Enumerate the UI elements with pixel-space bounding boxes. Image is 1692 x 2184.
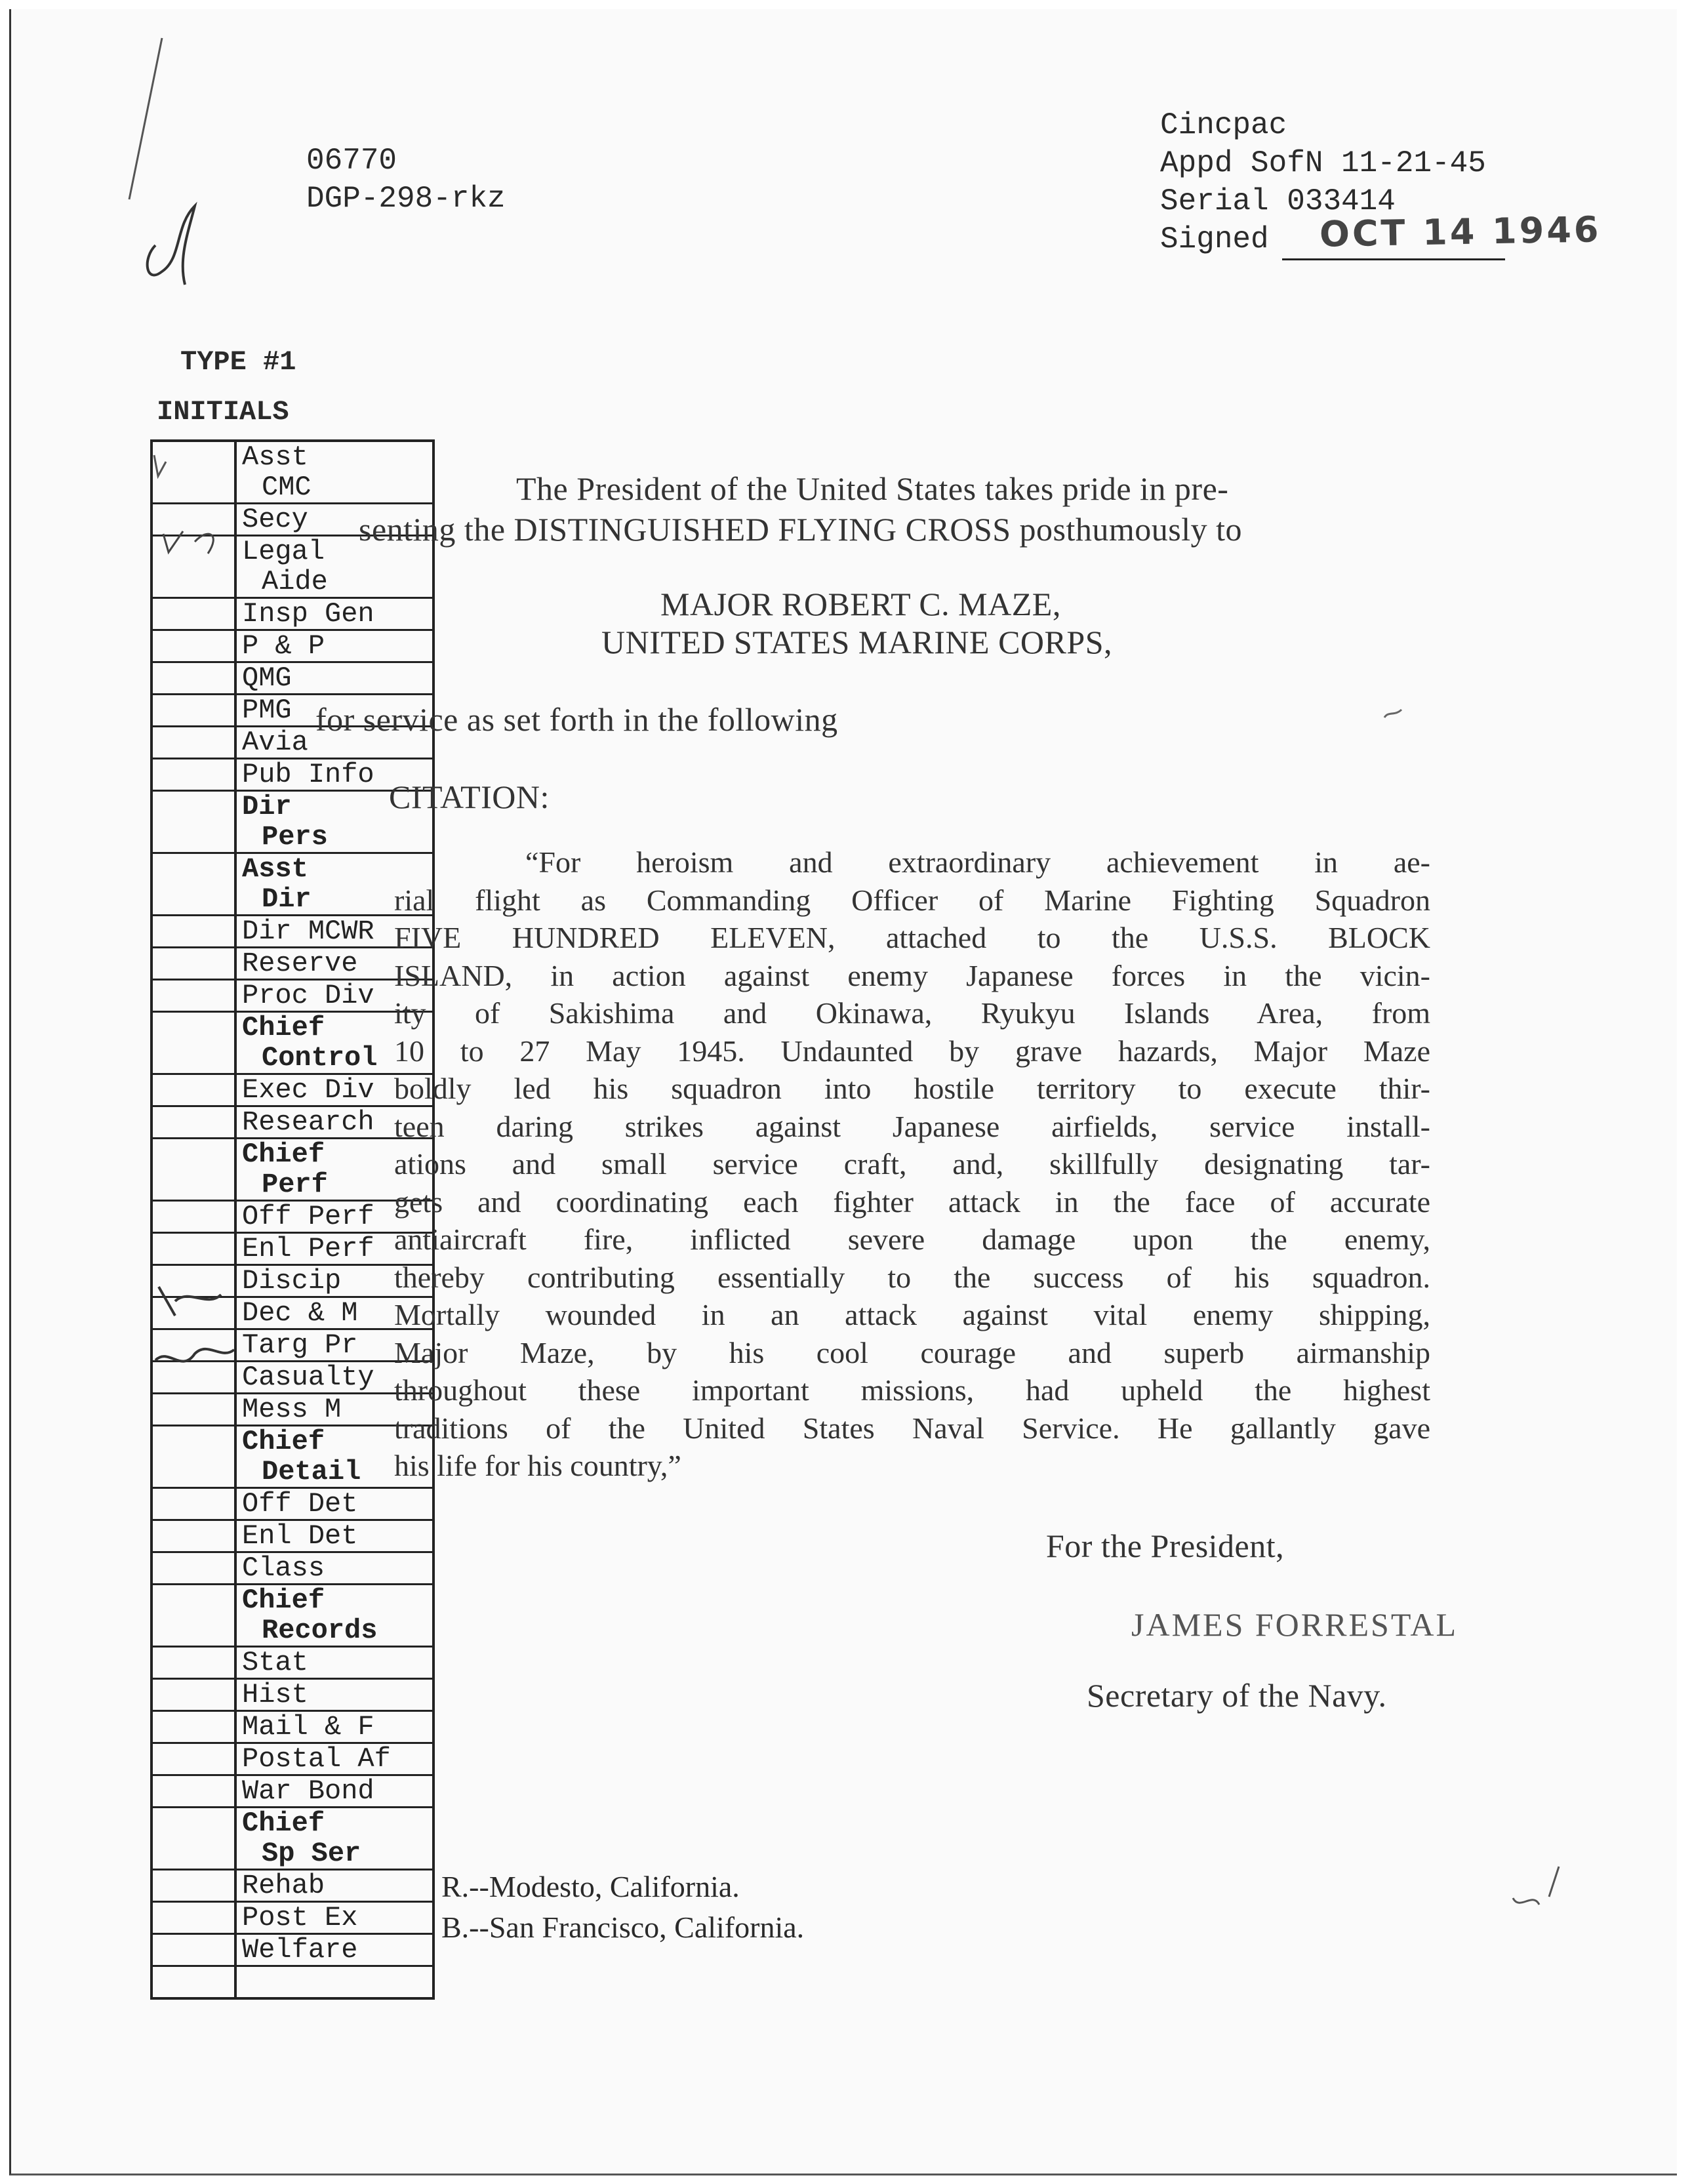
routing-label-line: Legal <box>242 536 325 567</box>
signature: JAMES FORRESTAL <box>1131 1606 1459 1643</box>
routing-label-line: Avia <box>242 727 308 758</box>
routing-label-line: Chief <box>242 1808 325 1839</box>
recipient-name: MAJOR ROBERT C. MAZE, <box>660 586 1061 622</box>
citation-line: “For heroism and extraordinary achievement in ae- <box>525 845 1430 879</box>
margin-mark-right <box>1384 710 1401 718</box>
initials-enl-perf <box>159 1287 221 1316</box>
citation-line: traditions of the United States Naval Service. He gallantly gave <box>394 1411 1430 1445</box>
header-serial: Serial 033414 <box>1160 184 1396 218</box>
recipient-service: UNITED STATES MARINE CORPS, <box>601 624 1113 660</box>
header-cincpac: Cincpac <box>1160 108 1287 142</box>
routing-label-line: Asst <box>242 441 308 473</box>
citation-line: his life for his country,” <box>394 1449 681 1482</box>
header-approval: Appd SofN 11-21-45 <box>1160 146 1486 180</box>
intro-line-1: The President of the United States takes pride in pre- <box>516 470 1229 507</box>
citation-line: ations and small service craft, and, skillfully designating tar- <box>394 1147 1430 1181</box>
routing-label-line: Chief <box>242 1139 325 1170</box>
routing-label-line: Casualty <box>242 1362 374 1393</box>
reference-code: DGP-298-rkz <box>306 182 506 216</box>
closing-line: For the President, <box>1046 1527 1285 1564</box>
routing-label-line: Off Det <box>242 1488 358 1520</box>
handwritten-initials <box>148 206 195 285</box>
routing-label-line: Class <box>242 1552 325 1584</box>
citation-line: Major Maze, by his cool courage and superb airmanship <box>394 1335 1430 1369</box>
routing-label-line: Chief <box>242 1012 325 1043</box>
routing-label-line: Research <box>242 1106 374 1138</box>
citation-line: FIVE HUNDRED ELEVEN, attached to the U.S.S. BLOCK <box>394 921 1430 954</box>
citation-line: ity of Sakishima and Okinawa, Ryukyu Islands Area, from <box>394 996 1430 1030</box>
citation-line: gets and coordinating each fighter attack in the face of accurate <box>394 1184 1430 1219</box>
routing-label-line: Sp Ser <box>262 1838 361 1869</box>
checkmark-asst-cmc <box>154 455 166 476</box>
routing-label-line: Enl Det <box>242 1520 358 1552</box>
routing-label-line: Enl Perf <box>242 1233 374 1264</box>
residence-line: R.--Modesto, California. <box>441 1870 740 1903</box>
routing-label-line: Dir MCWR <box>242 916 374 947</box>
routing-label-line: QMG <box>242 662 292 694</box>
signed-label: Signed <box>1160 222 1269 256</box>
citation-line: boldly led his squadron into hostile territory to execute thir- <box>394 1072 1430 1105</box>
citation-line: rial flight as Commanding Officer of Marine Fighting Squadron <box>394 883 1430 917</box>
citation-line: throughout these important missions, had upheld the highest <box>394 1373 1430 1407</box>
type-label: TYPE #1 <box>180 346 296 378</box>
routing-label-line: Welfare <box>242 1934 358 1966</box>
routing-label-line: Hist <box>242 1679 308 1710</box>
intro-line-2: senting the DISTINGUISHED FLYING CROSS posthumously to <box>359 511 1243 548</box>
routing-label-line: Discip <box>242 1265 342 1297</box>
checkmark-secy <box>163 531 213 554</box>
routing-label-line: Post Ex <box>242 1902 358 1933</box>
routing-label-line: CMC <box>262 472 312 503</box>
signer-title: Secretary of the Navy. <box>1087 1677 1387 1714</box>
citation-line: Mortally wounded in an attack against vital enemy shipping, <box>394 1298 1430 1331</box>
citation-line: 10 to 27 May 1945. Undaunted by grave hazards, Major Maze <box>394 1034 1430 1068</box>
routing-label-line: Pub Info <box>242 759 374 790</box>
routing-label-line: Stat <box>242 1647 308 1678</box>
routing-label-line: Aide <box>262 566 328 597</box>
routing-label-line: Mail & F <box>242 1711 374 1743</box>
routing-label-line: Dec & M <box>242 1297 358 1329</box>
routing-label-line: Asst <box>242 853 308 885</box>
routing-label-line: P & P <box>242 630 325 662</box>
routing-label-line: Off Perf <box>242 1201 374 1232</box>
routing-label-line: Dir <box>242 791 292 822</box>
routing-label-line: Dir <box>262 883 312 915</box>
routing-label-line: Exec Div <box>242 1074 374 1106</box>
initials-dec-m <box>155 1349 234 1362</box>
routing-label-line: Mess M <box>242 1394 342 1425</box>
routing-label-line: Pers <box>262 821 328 853</box>
routing-label-line: Postal Af <box>242 1743 391 1775</box>
margin-initials-bottom <box>1513 1867 1559 1905</box>
routing-label-line: Targ Pr <box>242 1329 358 1361</box>
routing-label-line: Chief <box>242 1426 325 1457</box>
file-number: 06770 <box>306 144 397 178</box>
routing-label-line: Secy <box>242 504 308 535</box>
routing-label-line: Detail <box>262 1456 361 1487</box>
initials-label: INITIALS <box>157 396 289 428</box>
citation-line: teen daring strikes against Japanese airfields, service install- <box>394 1109 1430 1143</box>
routing-label-line: Perf <box>262 1169 328 1200</box>
routing-label-line: War Bond <box>242 1775 374 1807</box>
routing-label-line: Proc Div <box>242 980 374 1011</box>
birthplace-line: B.--San Francisco, California. <box>441 1911 805 1944</box>
routing-label-line: Reserve <box>242 948 358 979</box>
service-line: for service as set forth in the following <box>315 701 838 738</box>
margin-stroke <box>129 38 162 199</box>
citation-line: ISLAND, in action against enemy Japanese forces in the vicin- <box>394 958 1430 992</box>
date-stamp: OCT 14 1946 <box>1319 209 1601 255</box>
routing-label-line: Insp Gen <box>242 598 374 630</box>
handwritten-marks <box>11 9 1677 2174</box>
routing-label-line: Rehab <box>242 1870 325 1901</box>
routing-label-line: Control <box>262 1042 378 1074</box>
routing-label-line: Records <box>262 1615 378 1646</box>
routing-label-line: Chief <box>242 1585 325 1616</box>
citation-line: antiaircraft fire, inflicted severe damage upon the enemy, <box>394 1223 1430 1256</box>
routing-label-line: PMG <box>242 695 292 726</box>
citation-heading: CITATION: <box>389 779 550 815</box>
citation-line: thereby contributing essentially to the success of his squadron. <box>394 1260 1430 1294</box>
document-page <box>9 9 1677 2175</box>
